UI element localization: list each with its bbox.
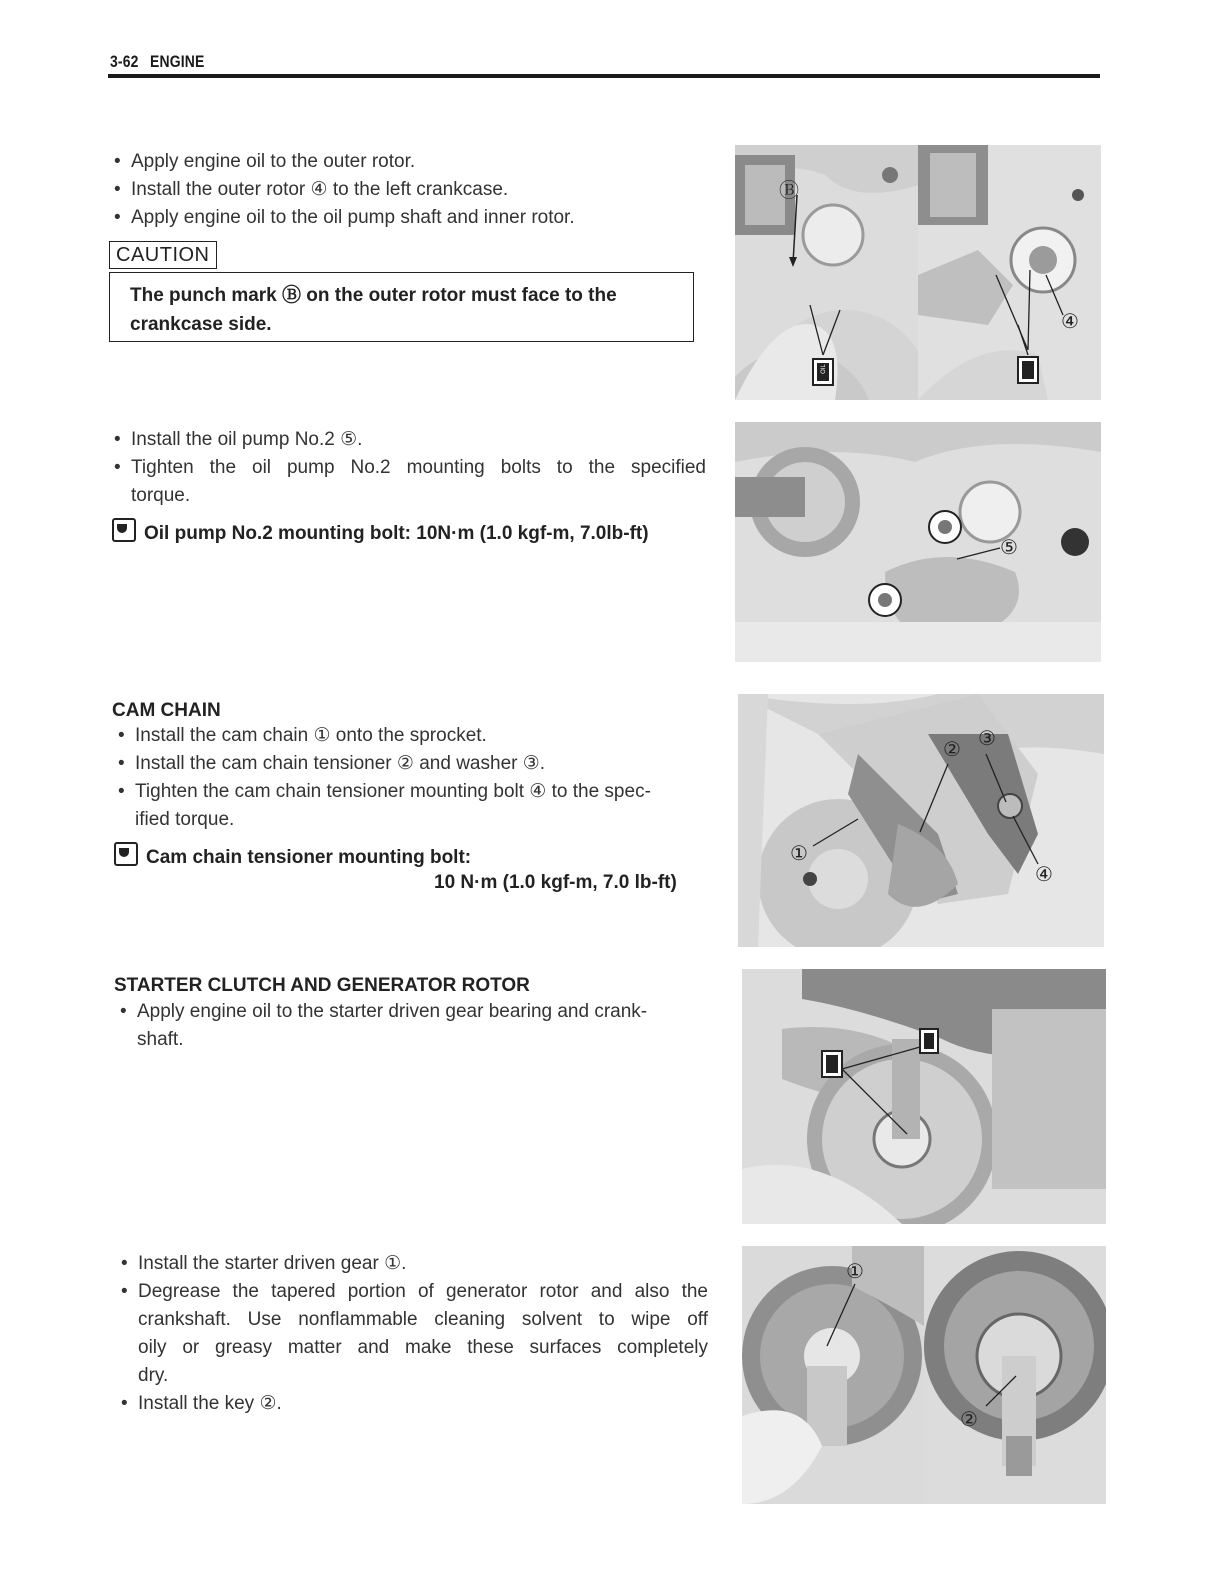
step-line: • Tighten the cam chain tensioner mounting bolt ④ to the spec- bbox=[135, 781, 651, 802]
list-item: • Apply engine oil to the outer rotor. bbox=[111, 148, 701, 176]
cam-chain-heading: CAM CHAIN bbox=[112, 700, 221, 721]
callout-2: ② bbox=[960, 1407, 978, 1431]
oil-can-label: OIL bbox=[820, 364, 827, 374]
torque-wrench-icon bbox=[112, 518, 136, 542]
step-line: oily or greasy matter and make these surfaces completely bbox=[138, 1337, 708, 1358]
list-item bbox=[111, 454, 706, 510]
photo-starter-gear-bearing-oil bbox=[742, 969, 1106, 1224]
caution-text-line1: The punch mark Ⓑ on the outer rotor must face to the bbox=[130, 285, 617, 306]
spec-label: Cam chain tensioner mounting bolt: bbox=[146, 847, 472, 868]
step-line: crankshaft. Use nonflammable cleaning solvent to wipe off bbox=[138, 1309, 708, 1330]
callout-2: ② bbox=[943, 737, 961, 761]
cam-chain-steps bbox=[115, 722, 707, 834]
photo-crankshaft-key bbox=[924, 1246, 1106, 1504]
step-line: • Tighten the oil pump No.2 mounting bolts to the specified bbox=[131, 457, 706, 478]
callout-4: ④ bbox=[1035, 862, 1053, 886]
step-line: dry. bbox=[138, 1365, 169, 1386]
callout-1: ① bbox=[846, 1259, 864, 1283]
photo-oil-pump-no2 bbox=[735, 422, 1101, 662]
callout-4: ④ bbox=[1061, 309, 1079, 333]
callout-1: ① bbox=[790, 841, 808, 865]
list-item: • Install the cam chain tensioner ② and washer ③. bbox=[115, 750, 707, 778]
list-item bbox=[118, 1278, 708, 1390]
caution-label: CAUTION bbox=[109, 241, 217, 269]
oil-pump-no2-steps bbox=[111, 426, 706, 510]
list-item bbox=[115, 778, 707, 834]
list-item: • Apply engine oil to the oil pump shaft and inner rotor. bbox=[111, 204, 701, 232]
torque-wrench-icon bbox=[114, 842, 138, 866]
starter-clutch-steps bbox=[117, 998, 709, 1054]
photo-outer-rotor-installed bbox=[918, 145, 1101, 400]
callout-5: ⑤ bbox=[1000, 535, 1018, 559]
spec-text: Oil pump No.2 mounting bolt: 10N·m (1.0 kgf-m, 7.0lb-ft) bbox=[144, 523, 649, 544]
callout-b: Ⓑ bbox=[779, 178, 799, 202]
starter-gear-steps bbox=[118, 1250, 708, 1418]
list-item: • Install the key ②. bbox=[118, 1390, 708, 1418]
list-item: • Install the cam chain ① onto the sprocket. bbox=[115, 722, 707, 750]
oil-pump-no2-torque-spec bbox=[112, 518, 649, 545]
list-item: • Install the outer rotor ④ to the left crankcase. bbox=[111, 176, 701, 204]
step-line: • Degrease the tapered portion of generator rotor and also the bbox=[138, 1281, 708, 1302]
photo-starter-driven-gear bbox=[742, 1246, 924, 1504]
oil-pump-rotor-steps bbox=[111, 148, 701, 232]
list-item: • Install the starter driven gear ①. bbox=[118, 1250, 708, 1278]
step-line: torque. bbox=[131, 485, 191, 506]
step-line: • Apply engine oil to the starter driven gear bearing and crank- bbox=[137, 1001, 648, 1022]
caution-text-line2: crankcase side. bbox=[130, 314, 272, 335]
step-line: ified torque. bbox=[135, 809, 235, 830]
page-header bbox=[110, 52, 216, 72]
starter-clutch-heading: STARTER CLUTCH AND GENERATOR ROTOR bbox=[114, 975, 530, 996]
list-item bbox=[117, 998, 709, 1054]
list-item: • Install the oil pump No.2 ⑤. bbox=[111, 426, 706, 454]
header-rule bbox=[108, 74, 1100, 78]
page-number: 3-62 bbox=[110, 52, 139, 71]
photo-cam-chain-tensioner bbox=[738, 694, 1104, 947]
cam-chain-torque-spec bbox=[114, 842, 471, 869]
cam-chain-torque-value: 10 N·m (1.0 kgf-m, 7.0 lb-ft) bbox=[434, 872, 677, 893]
callout-3: ③ bbox=[978, 726, 996, 750]
caution-box bbox=[109, 272, 694, 342]
step-line: shaft. bbox=[137, 1029, 184, 1050]
photo-outer-rotor-punch-mark bbox=[735, 145, 918, 400]
section-title: ENGINE bbox=[150, 52, 205, 71]
